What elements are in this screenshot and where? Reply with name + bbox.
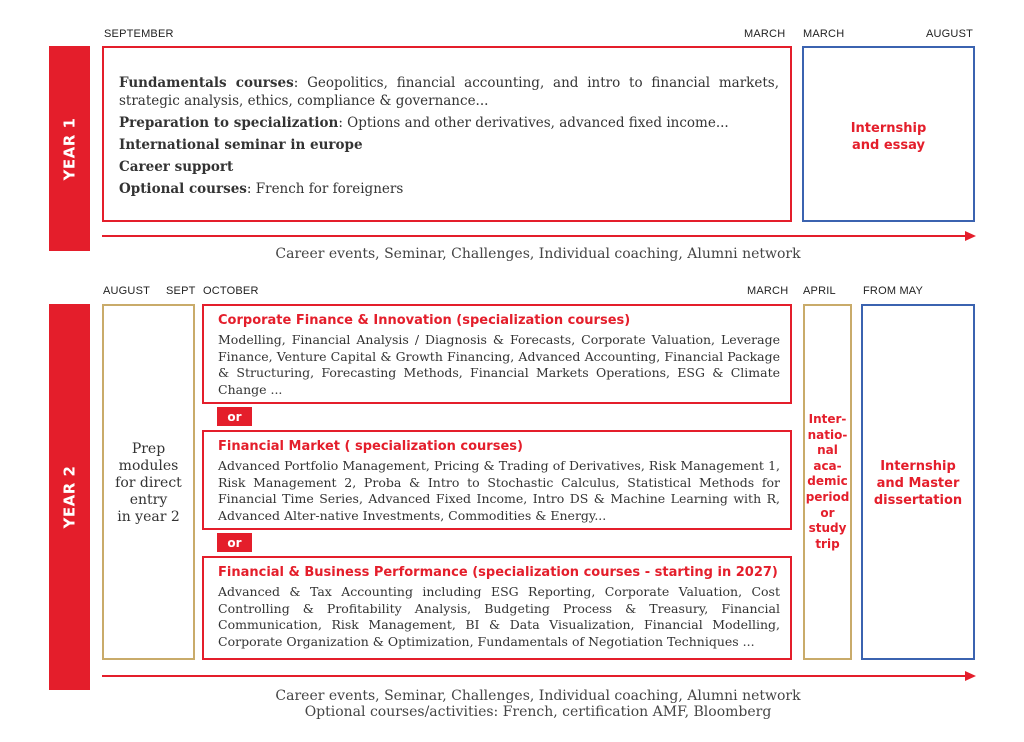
y1-course-career: Career support — [119, 159, 234, 175]
intl-line-4: aca- — [813, 458, 842, 473]
y1-label-august: AUGUST — [926, 28, 974, 40]
y1-label-september: SEPTEMBER — [104, 28, 174, 40]
y1-course-seminar: International seminar in europe — [119, 137, 363, 153]
spec-business-performance-box — [202, 556, 792, 660]
spec-corporate-finance-box — [202, 304, 792, 404]
year1-label: YEAR 1 — [60, 117, 79, 180]
spec-corporate-finance-body: Modelling, Financial Analysis / Diagnosis & Forecasts, Corporate Valuation, Leverage Finance, Venture Capital & Growth Financing, Advanced Accounting, Financial Package & Structuring, Forecasting Methods, Financial Markets Operations, ESG & Climate Change ... — [218, 332, 780, 397]
y2-internship-line3: dissertation — [873, 493, 963, 508]
y1-internship-line1: Internship — [850, 121, 927, 136]
y2-label-sept: SEPT — [166, 285, 196, 297]
intl-line-1: Inter- — [808, 412, 847, 426]
intl-line-3: nal — [817, 443, 838, 458]
y2-label-august: AUGUST — [103, 285, 151, 297]
intl-line-6: period — [805, 489, 850, 504]
y1-label-march-start: MARCH — [803, 28, 845, 40]
or-badge-2: or — [217, 533, 252, 552]
y1-internship-line2: and essay — [852, 138, 925, 153]
year1-internship-box — [802, 46, 975, 222]
intl-line-9: trip — [815, 536, 840, 551]
prep-line-1: Prep — [131, 441, 166, 457]
y2-label-october: OCTOBER — [203, 285, 259, 297]
year1-courses-box — [102, 46, 792, 222]
year2-footer — [102, 688, 974, 720]
year2-label: YEAR 2 — [60, 465, 79, 529]
y1-course-optional: Optional courses: French for foreigners — [119, 181, 404, 197]
intl-line-5: demic — [807, 474, 848, 489]
year1-timeline-arrow — [102, 235, 966, 237]
year2-footer-line1: Career events, Seminar, Challenges, Individual coaching, Alumni network — [275, 688, 801, 704]
spec-financial-market-box — [202, 430, 792, 530]
internship-master-box — [861, 304, 975, 660]
prep-line-4: entry — [129, 492, 168, 508]
y1-course-fundamentals: Fundamentals courses: Geopolitics, financial accounting, and intro to financial markets, strategic analysis, ethics, compliance & governance... — [119, 75, 779, 109]
intl-period-box — [803, 304, 852, 660]
year1-footer: Career events, Seminar, Challenges, Individual coaching, Alumni network — [275, 246, 801, 262]
or-badge-1: or — [217, 407, 252, 426]
spec-business-performance-title: Financial & Business Performance (specialization courses - starting in 2027) — [218, 565, 778, 580]
y2-internship-line1: Internship — [880, 459, 956, 474]
prep-line-5: in year 2 — [117, 509, 180, 525]
year1-arrow-head — [965, 231, 976, 241]
intl-line-2: natio- — [807, 427, 848, 442]
y2-label-april: APRIL — [803, 285, 836, 297]
spec-financial-market-title: Financial Market ( specialization courses) — [218, 439, 523, 454]
prep-line-2: modules — [118, 458, 179, 474]
y2-label-march: MARCH — [747, 285, 789, 297]
prep-line-3: for direct — [115, 475, 182, 491]
year1-bar — [49, 46, 90, 251]
y1-course-preparation: Preparation to specialization: Options and other derivatives, advanced fixed income... — [119, 115, 729, 131]
spec-financial-market-body: Advanced Portfolio Management, Pricing & Trading of Derivatives, Risk Management 1, Risk Management 2, Proba & Intro to Stochastic Calculus, Statistical Methods for Financial Time Series, Advanced Fixed Income, Intro DS & Machine Learning with R, Advanced Alter-native Investments, Commodities & Energy... — [218, 458, 780, 523]
prep-modules-box — [102, 304, 195, 660]
spec-business-performance-body: Advanced & Tax Accounting including ESG Reporting, Corporate Valuation, Cost Controlling & Profitability Analysis, Budgeting Process & Treasury, Financial Communication, Risk Management, BI & Data Visualization, Financial Modelling, Corporate Organization & Optimization, Fundamentals of Negotiation Techniques ... — [218, 584, 780, 649]
year2-timeline-arrow — [102, 675, 966, 677]
intl-line-8: study — [808, 521, 847, 536]
spec-corporate-finance-title: Corporate Finance & Innovation (specialization courses) — [218, 313, 631, 328]
year2-footer-line2: Optional courses/activities: French, certification AMF, Bloomberg — [304, 704, 772, 720]
y1-label-march-end: MARCH — [744, 28, 786, 40]
y2-internship-line2: and Master — [876, 476, 960, 491]
year2-bar — [49, 304, 90, 690]
intl-line-7: or — [820, 505, 835, 520]
year2-arrow-head — [965, 671, 976, 681]
y2-label-from-may: FROM MAY — [863, 285, 924, 297]
